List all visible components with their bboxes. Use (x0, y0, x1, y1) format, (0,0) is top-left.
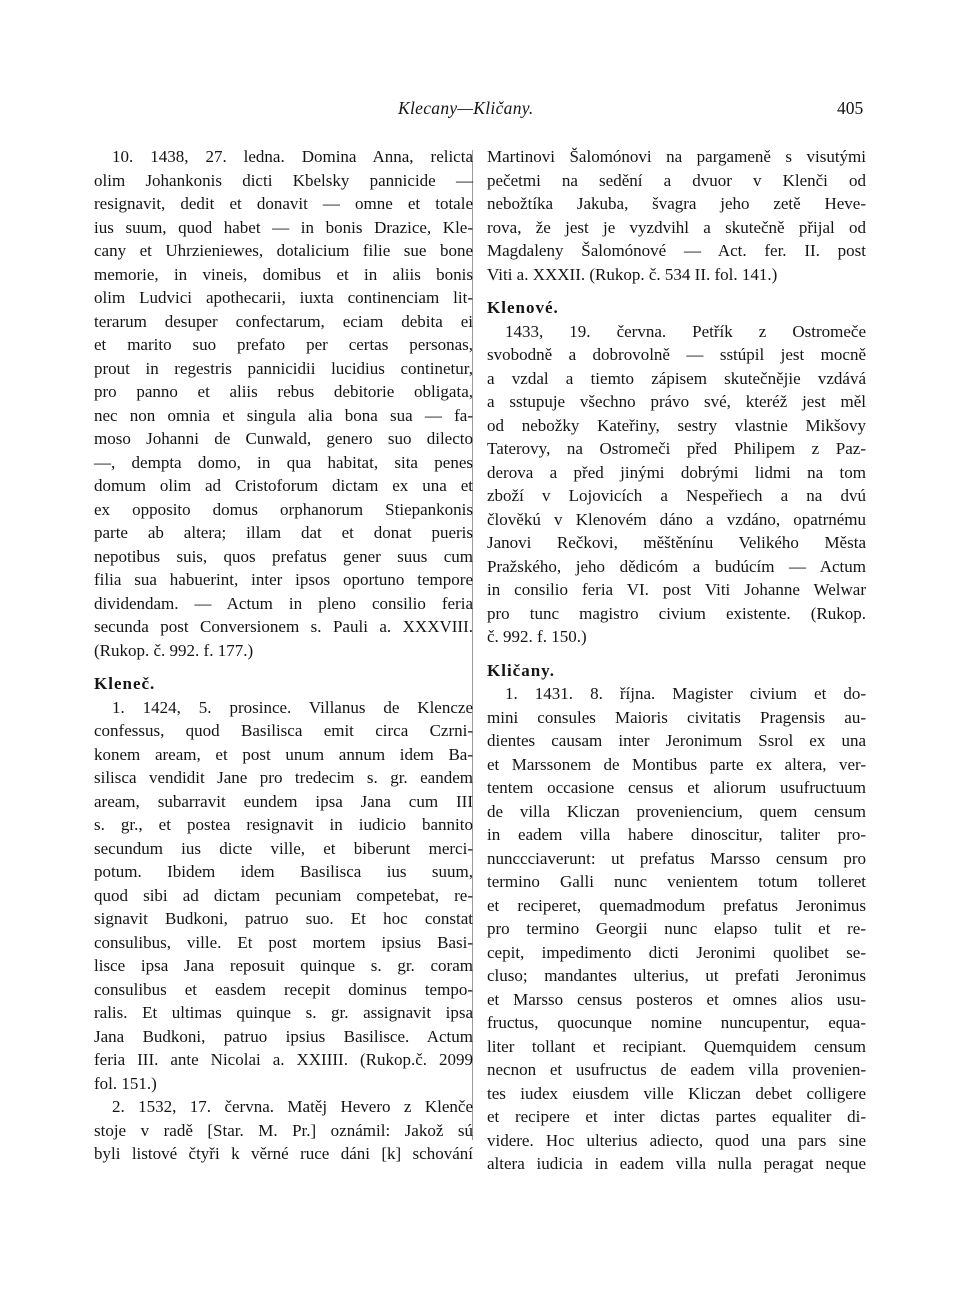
text-line: svobodně a dobrovolně — sstúpil jest mocně (487, 345, 866, 364)
text-line: videre. Hoc ulterius adiecto, quod una pars sine (487, 1130, 866, 1150)
text-line: de villa Kliczan proveniencium, quem censum (487, 801, 866, 821)
text-line: et marito suo prefato per certas personas, (94, 335, 473, 354)
text-line: consulibus et easdem recepit dominus tempo- (94, 979, 473, 999)
text-line: feria III. ante Nicolai a. XXIIII. (Rukop.č. 2099 (94, 1050, 473, 1069)
text-line: terarum desuper confectarum, eciam debita ei (94, 311, 473, 331)
text-line: mini consules Maioris civitatis Pragensis au- (487, 707, 866, 727)
entry-block (487, 320, 866, 649)
text-line: nepotibus suis, quos prefatus gener suus cum (94, 546, 473, 566)
text-line: od nebožky Kateřiny, sestry vlastnie Mikšovy (487, 415, 866, 435)
text-line: a sstupuje všechno právo své, kteréž jest měl (487, 392, 866, 411)
text-line: altera iudicia in eadem villa nulla peragat neque (487, 1154, 866, 1173)
text-line: olim Johankonis dicti Kbelsky pannicide — (94, 170, 473, 190)
section-heading: Klenové. (487, 298, 559, 317)
text-line: filia sua habuerint, inter ipsos oportuno tempore (94, 570, 473, 589)
text-line: et Marssonem de Montibus parte ex altera, ver- (487, 754, 866, 774)
entry-block (94, 1095, 473, 1166)
text-line: cluso; mandantes ulterius, ut prefati Jeronimus (487, 966, 866, 985)
text-line: olim Ludvici apothecarii, iuxta continenciam lit- (94, 288, 473, 307)
text-line: signavit Budkoni, patruo suo. Et hoc constat (94, 909, 473, 928)
text-line: č. 992. f. 150.) (487, 627, 587, 646)
text-line: s. gr., et postea resignavit in iudicio bannito (94, 815, 473, 834)
text-line: a vzdal a tiemto zápisem skutečnějie vzdává (487, 368, 866, 388)
text-line: resignavit, dedit et donavit — omne et totale (94, 194, 473, 213)
entry-block (94, 145, 473, 662)
text-line: 10. 1438, 27. ledna. Domina Anna, relicta (112, 147, 473, 166)
page-header (0, 98, 960, 124)
text-line: ralis. Et ultimas quinque s. gr. assignavit ipsa (94, 1003, 473, 1022)
text-line: 1. 1424, 5. prosince. Villanus de Klencze (112, 697, 473, 717)
text-line: et Marsso census posteros et omnes alios usu- (487, 989, 866, 1009)
page-number: 405 (837, 98, 864, 118)
text-line: 2. 1532, 17. června. Matěj Hevero z Klenče (112, 1097, 473, 1116)
text-line: quod sibi ad dictam pecuniam competebat, re- (94, 885, 473, 905)
text-line: dientes causam inter Jeronimum Ssrol ex una (487, 731, 866, 750)
text-line: pro tunc magistro civium existente. (Rukop. (487, 603, 866, 623)
text-line: Viti a. XXXII. (Rukop. č. 534 II. fol. 141.) (487, 264, 778, 284)
text-line: confessus, quod Basilisca emit circa Czrni- (94, 721, 473, 740)
text-line: stoje v radě [Star. M. Pr.] oznámil: Jakož sú (94, 1120, 473, 1140)
text-line: cepit, impedimento dicti Jeronimi quolibet se- (487, 942, 866, 962)
text-line: nec non omnia et singula alia bona sua — fa- (94, 405, 473, 425)
text-line: necnon et usufructus de eadem villa provenien- (487, 1060, 866, 1079)
text-line: potum. Ibidem idem Basilisca ius suum, (94, 862, 473, 881)
left-column (94, 145, 473, 1166)
text-line: derova a před jinými dobrými lidmi na tom (487, 462, 866, 482)
text-line: (Rukop. č. 992. f. 177.) (94, 640, 254, 660)
text-line: 1433, 19. června. Petřík z Ostromeče (505, 321, 866, 341)
text-line: in consilio feria VI. post Viti Johanne Welwar (487, 580, 866, 599)
text-line: lisce ipsa Jana reposuit quinque s. gr. coram (94, 956, 473, 975)
text-line: et recipere et inter dictas partes equaliter di- (487, 1107, 866, 1126)
text-line: memorie, in vineis, domibus et in aliis bonis (94, 264, 473, 284)
text-line: Pražského, jeho dědicóm a budúcím — Actum (487, 556, 866, 576)
text-line: fructus, quocunque nomine nuncupentur, equa- (487, 1013, 866, 1032)
text-line: zboží v Lojovicích a Nespeřiech a na dvú (487, 486, 866, 505)
text-line: secundum ius dicte ville, et biberunt merci- (94, 838, 473, 858)
text-line: člověkú v Klenovém dáno a vzdáno, opatrnému (487, 509, 866, 529)
text-line: termino Galli nunc venientem totum tolleret (487, 872, 866, 891)
text-line: —, dempta domo, in qua habitat, sita penes (94, 452, 473, 472)
text-line: dividendam. — Actum in pleno consilio feria (94, 593, 473, 613)
running-title: Klecany—Kličany. (398, 98, 534, 118)
text-line: in eadem villa habere dinoscitur, taliter pro- (487, 825, 866, 844)
text-line: domum olim ad Cristoforum dictam ex una et (94, 476, 473, 495)
text-line: nebožtíka Jakuba, švagra jeho zetě Heve- (487, 194, 866, 213)
text-line: konem aream, et post unum annum idem Ba- (94, 744, 473, 764)
text-line: prout in regestris pannicidii lucidius continetur, (94, 358, 473, 378)
text-line: et reciperet, quemadmodum prefatus Jeronimus (487, 895, 866, 915)
text-line: rova, že jest je vyzdvihl a skutečně přijal od (487, 217, 866, 237)
text-line: nunccciaverunt: ut prefatus Marsso censum pro (487, 848, 866, 868)
text-line: tes iudex eiusdem ville Kliczan debet colligere (487, 1083, 866, 1103)
text-line: byli listové čtyři k věrné ruce dáni [k] schování (94, 1144, 473, 1163)
text-line: consulibus, ville. Et post mortem ipsius Basi- (94, 932, 473, 952)
text-line: cany et Uhrzieniewes, dotalicium filie sue bone (94, 241, 473, 260)
text-line: liter tollant et recipiant. Quemquidem censum (487, 1036, 866, 1056)
text-line: Janovi Rečkovi, měštěnínu Velikého Města (487, 533, 866, 552)
right-column (487, 145, 866, 1176)
text-line: secunda post Conversionem s. Pauli a. XXXVIII. (94, 617, 473, 636)
text-line: ius suum, quod habet — in bonis Drazice, Kle- (94, 217, 473, 237)
text-line: fol. 151.) (94, 1073, 157, 1093)
entry-block (94, 696, 473, 1096)
entry-block (487, 682, 866, 1176)
text-line: ex opposito domus orphanorum Stiepankonis (94, 499, 473, 519)
text-line: pro panno et aliis rebus debitorie obligata, (94, 382, 473, 401)
section-heading: Kličany. (487, 660, 555, 680)
text-line: Magdaleny Šalomónové — Act. fer. II. post (487, 241, 866, 260)
text-line: silisca vendidit Jane pro tredecim s. gr. eandem (94, 768, 473, 787)
text-line: aream, subarravit eundem ipsa Jana cum III (94, 791, 473, 811)
text-line: moso Johanni de Cunwald, genero suo dilecto (94, 429, 473, 448)
text-line: Taterovy, na Ostromeči před Philipem z Paz- (487, 439, 866, 458)
entry-block (487, 145, 866, 286)
text-line: 1. 1431. 8. října. Magister civium et do- (505, 684, 866, 703)
text-line: pro termino Georgii nunc elapso tulit et re- (487, 919, 866, 938)
section-heading: Kleneč. (94, 674, 156, 693)
text-line: Martinovi Šalomónovi na pargameně s visutými (487, 147, 866, 166)
text-line: Jana Budkoni, patruo ipsius Basilisce. Actum (94, 1026, 473, 1046)
text-line: tentem occasione census et aliorum usufructuum (487, 778, 866, 797)
text-line: parte ab altera; illam dat et donat pueris (94, 523, 473, 542)
text-line: pečetmi na sedění a dvuor v Klenči od (487, 170, 866, 190)
